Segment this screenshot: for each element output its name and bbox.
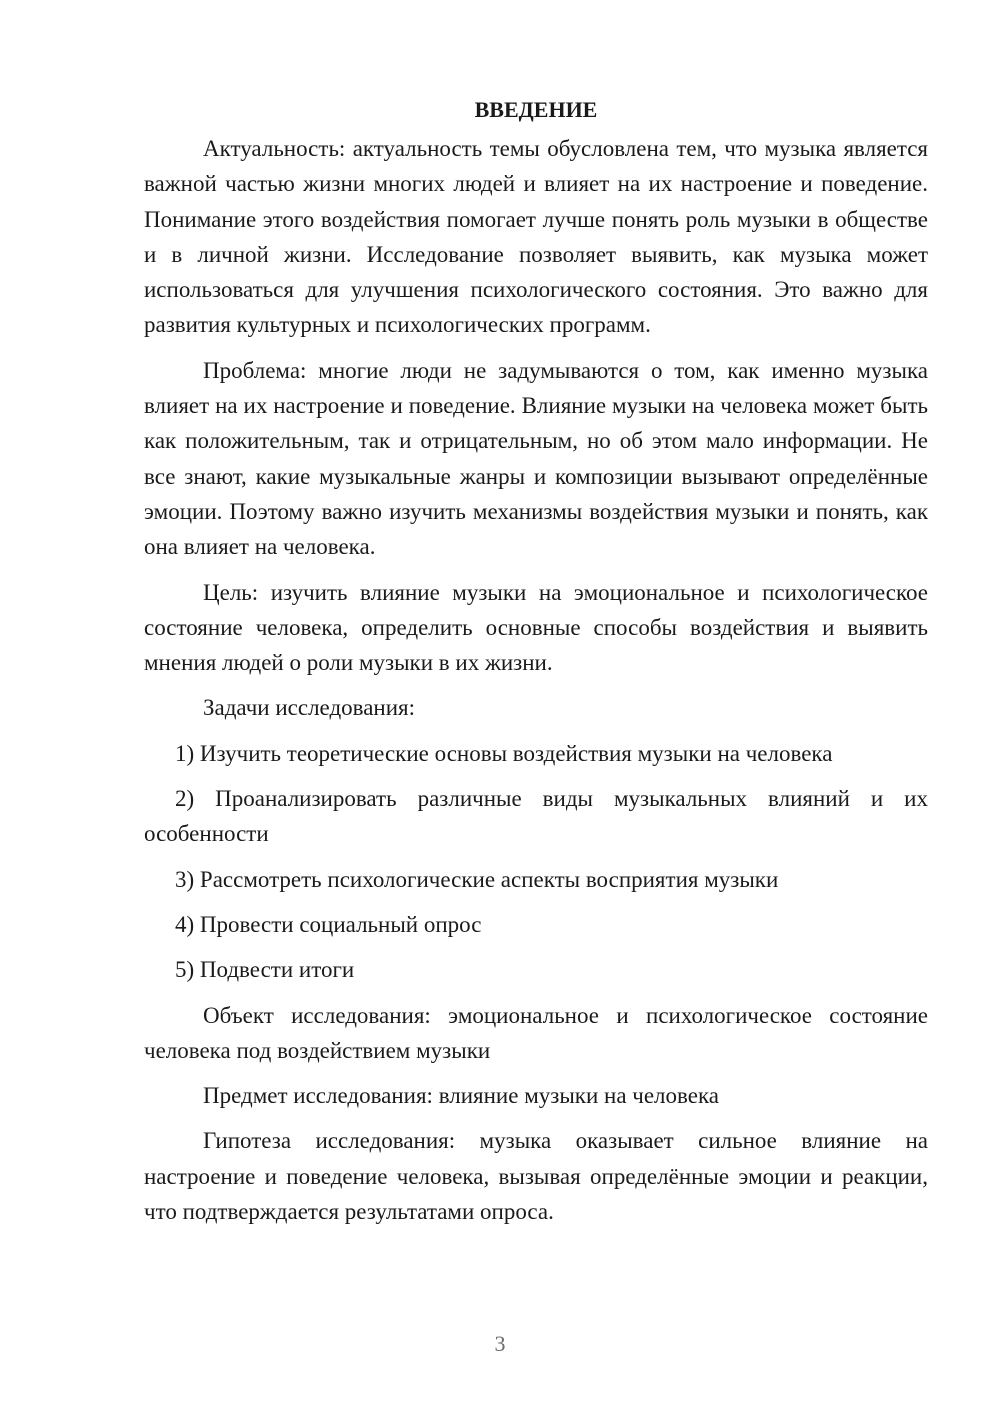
object-paragraph: Объект исследования: эмоциональное и психологическое состояние человека под воздействием музыки xyxy=(144,1002,928,1063)
section-title: ВВЕДЕНИЕ xyxy=(474,97,598,122)
task-item-4: 4) Провести социальный опрос xyxy=(175,911,482,937)
task-item-3: 3) Рассмотреть психологические аспекты восприятия музыки xyxy=(175,866,779,892)
problem-paragraph: Проблема: многие люди не задумываются о том, как именно музыка влияет на их настроение и поведение. Влияние музыки на человека может быть как положительным, так и отрицательным, но об этом мало информации. Не все знают, какие музыкальные жанры и композиции вызывают определённые эмоции. Поэтому важно изучить механизмы воздействия музыки и понять, как она влияет на человека. xyxy=(144,357,928,560)
task-item-5: 5) Подвести итоги xyxy=(175,957,355,983)
task-item-1: 1) Изучить теоретические основы воздействия музыки на человека xyxy=(175,740,833,766)
goal-paragraph: Цель: изучить влияние музыки на эмоциональное и психологическое состояние человека, определить основные способы воздействия и выявить мнения людей о роли музыки в их жизни. xyxy=(144,579,928,676)
page-number: 3 xyxy=(494,1331,506,1356)
page-content xyxy=(144,92,928,1239)
subject-paragraph: Предмет исследования: влияние музыки на человека xyxy=(203,1083,720,1109)
task-item-2: 2) Проанализировать различные виды музыкальных влияний и их особенности xyxy=(144,786,928,847)
tasks-heading: Задачи исследования: xyxy=(203,695,416,721)
relevance-paragraph: Актуальность: актуальность темы обусловлена тем, что музыка является важной частью жизни многих людей и влияет на их настроение и поведение. Понимание этого воздействия помогает лучше понять роль музыки в обществе и в личной жизни. Исследование позволяет выявить, как музыка может использоваться для улучшения психологического состояния. Это важно для развития культурных и психологических программ. xyxy=(144,136,928,338)
hypothesis-paragraph: Гипотеза исследования: музыка оказывает сильное влияние на настроение и поведение человека, вызывая определённые эмоции и реакции, что подтверждается результатами опроса. xyxy=(144,1128,928,1225)
